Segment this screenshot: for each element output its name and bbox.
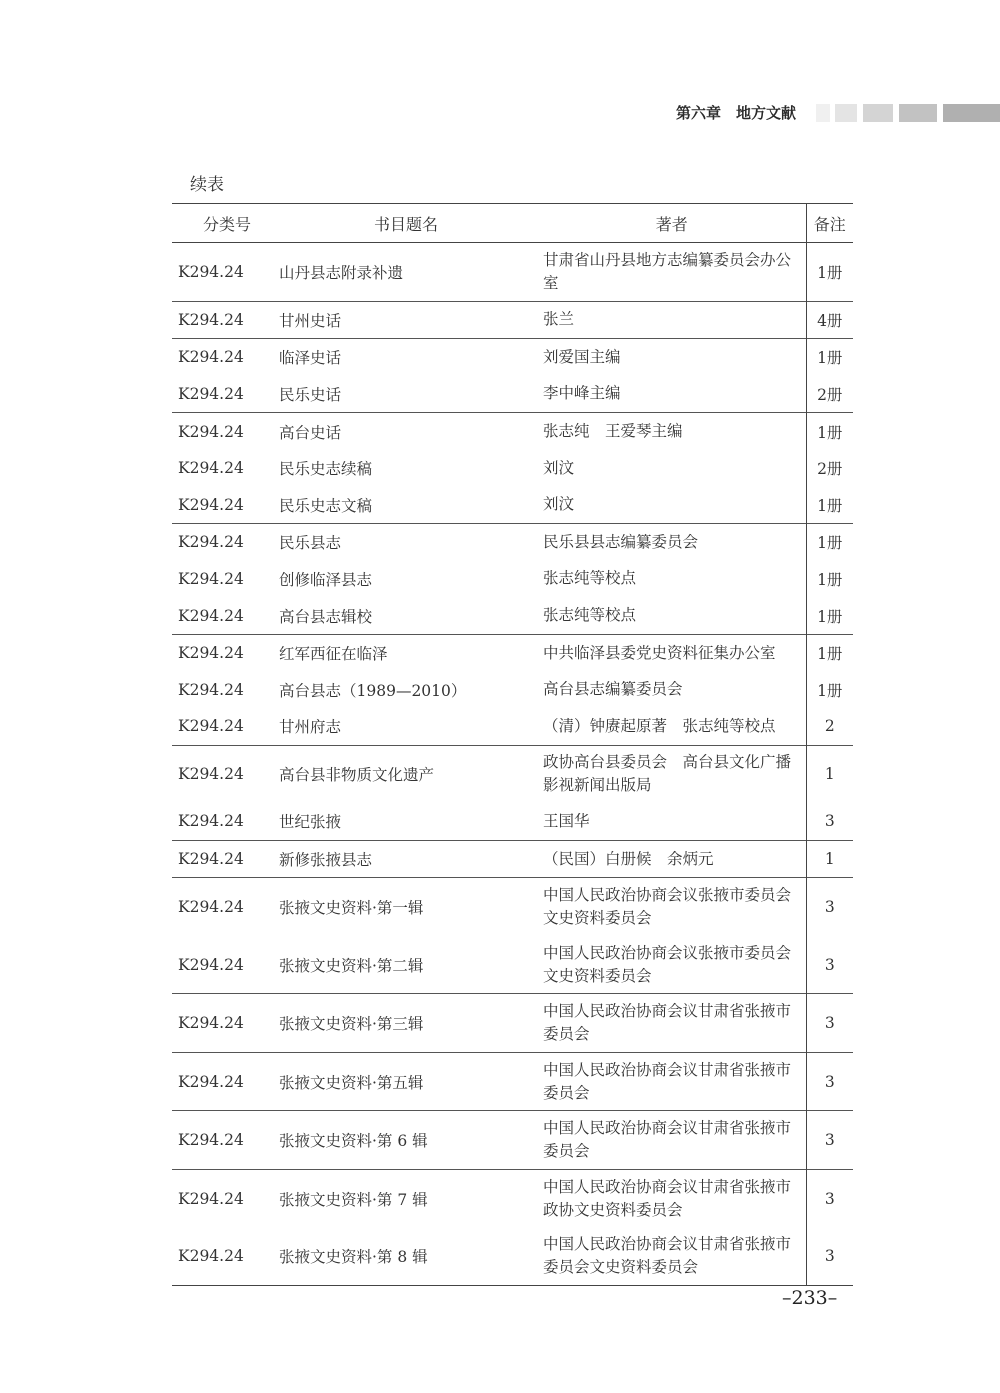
cell-author: 王国华: [543, 811, 590, 830]
cell-author: 张志纯等校点: [543, 606, 637, 625]
cell-title: 民乐县志: [274, 524, 538, 561]
cell-code: K294.24: [178, 812, 244, 831]
cell-note: 4册: [806, 301, 853, 339]
cell-title: 红军西征在临泽: [274, 634, 538, 671]
cell-note: 3: [806, 1052, 853, 1111]
table-row: [172, 936, 853, 994]
cell-title: 张掖文史资料·第 7 辑: [274, 1169, 538, 1227]
cell-title: 高台县志辑校: [279, 607, 373, 626]
cell-author: 中国人民政治协商会议甘肃省张掖市政协文史资料委员会: [538, 1169, 806, 1227]
cell-title: 张掖文史资料·第 6 辑: [274, 1111, 538, 1170]
table-row: [172, 301, 853, 339]
column-header-code: 分类号: [172, 204, 274, 243]
header-bar-5: [943, 104, 1000, 122]
table-row: [172, 745, 853, 803]
table-row: [172, 524, 853, 561]
cell-title: 民乐史志文稿: [279, 496, 373, 515]
table-row: [172, 708, 853, 745]
cell-author: 刘汶: [543, 495, 575, 514]
cell-author: 高台县志编纂委员会: [543, 680, 683, 699]
cell-title: 甘州府志: [279, 718, 342, 737]
cell-author: 甘肃省山丹县地方志编纂委员会办公室: [543, 250, 792, 292]
table-row: [172, 450, 853, 487]
table-body: [172, 243, 853, 1286]
table-row: [172, 1052, 853, 1111]
cell-note: 1: [806, 745, 853, 803]
cell-note: 3: [806, 936, 853, 994]
column-header-author: 著者: [538, 204, 806, 243]
cell-code: K294.24: [178, 459, 244, 478]
table-row: [172, 1227, 853, 1285]
cell-code: K294.24: [178, 955, 244, 974]
cell-title: 高台史话: [274, 413, 538, 450]
bibliography-table: [172, 203, 853, 1286]
cell-code: K294.24: [172, 994, 274, 1053]
cell-author: 中国人民政治协商会议甘肃省张掖市委员会文史资料委员会: [538, 1227, 806, 1285]
page-number: –233–: [782, 1287, 838, 1309]
cell-title: 世纪张掖: [279, 813, 342, 832]
cell-author: 中国人民政治协商会议张掖市委员会文史资料委员会: [543, 943, 792, 985]
table-row: [172, 413, 853, 450]
cell-author: 民乐县县志编纂委员会: [538, 524, 806, 561]
table-row: [172, 376, 853, 413]
cell-code: K294.24: [172, 1169, 274, 1227]
cell-author: 中国人民政治协商会议甘肃省张掖市委员会: [538, 1052, 806, 1111]
cell-code: K294.24: [172, 524, 274, 561]
cell-author: 刘汶: [543, 458, 575, 477]
cell-note: 1册: [806, 339, 853, 376]
cell-note: 2册: [806, 450, 853, 487]
cell-note: 2: [806, 708, 853, 745]
cell-note: 3: [806, 878, 853, 936]
table-header-row: [172, 204, 853, 243]
cell-code: K294.24: [172, 840, 274, 878]
header-bar-2: [835, 104, 857, 122]
cell-author: （民国）白册候 余炳元: [538, 840, 806, 878]
table-row: [172, 339, 853, 376]
cell-title: 张掖文史资料·第 8 辑: [274, 1227, 538, 1285]
cell-title: 临泽史话: [274, 339, 538, 376]
cell-code: K294.24: [178, 569, 244, 588]
cell-title: 高台县志（1989—2010）: [279, 681, 467, 700]
cell-code: K294.24: [172, 301, 274, 339]
table-row: [172, 994, 853, 1053]
cell-code: K294.24: [172, 878, 274, 936]
cell-code: K294.24: [178, 680, 244, 699]
table-row: [172, 671, 853, 708]
cell-note: 3: [806, 1169, 853, 1227]
cell-note: 1: [806, 840, 853, 878]
cell-note: 1册: [806, 413, 853, 450]
cell-note: 1册: [806, 243, 853, 302]
table-row: [172, 1111, 853, 1170]
table-row: [172, 597, 853, 634]
cell-title: 民乐史话: [279, 385, 342, 404]
table-row: [172, 561, 853, 598]
column-header-note: 备注: [806, 204, 853, 243]
header-bar-4: [899, 104, 937, 122]
cell-note: 2册: [806, 376, 853, 413]
cell-note: 3: [806, 803, 853, 840]
cell-author: 张志纯 王爱琴主编: [538, 413, 806, 450]
cell-code: K294.24: [172, 339, 274, 376]
cell-code: K294.24: [178, 384, 244, 403]
cell-author: 中国人民政治协商会议张掖市委员会文史资料委员会: [538, 878, 806, 936]
cell-title: 山丹县志附录补遗: [279, 263, 404, 282]
cell-author: 中共临泽县委党史资料征集办公室: [538, 634, 806, 671]
cell-title: 高台县非物质文化遗产: [274, 745, 538, 803]
cell-code: K294.24: [172, 413, 274, 450]
cell-note: 3: [806, 1227, 853, 1285]
cell-author: 张志纯等校点: [543, 569, 637, 588]
cell-note: 3: [806, 1111, 853, 1170]
cell-code: K294.24: [172, 1111, 274, 1170]
table-row: [172, 634, 853, 671]
table-row: [172, 840, 853, 878]
cell-note: 1册: [806, 597, 853, 634]
cell-title: 张掖文史资料·第五辑: [274, 1052, 538, 1111]
cell-code: K294.24: [178, 717, 244, 736]
cell-title: 新修张掖县志: [274, 840, 538, 878]
chapter-header: 第六章 地方文献: [676, 104, 797, 122]
cell-title: 张掖文史资料·第二辑: [279, 956, 424, 975]
cell-note: 1册: [806, 561, 853, 598]
cell-author: （清）钟赓起原著 张志纯等校点: [543, 716, 776, 735]
header-bar-1: [816, 104, 830, 122]
cell-code: K294.24: [178, 495, 244, 514]
cell-code: K294.24: [172, 745, 274, 803]
cell-note: 1册: [806, 524, 853, 561]
table-row: [172, 243, 853, 302]
cell-note: 1册: [806, 486, 853, 523]
header-bar-3: [863, 104, 893, 122]
cell-title: 民乐史志续稿: [279, 460, 373, 479]
cell-author: 中国人民政治协商会议甘肃省张掖市委员会: [538, 1111, 806, 1170]
cell-code: K294.24: [172, 1227, 274, 1285]
cell-code: K294.24: [178, 606, 244, 625]
cell-title: 张掖文史资料·第一辑: [274, 878, 538, 936]
cell-code: K294.24: [172, 1052, 274, 1111]
cell-code: K294.24: [178, 262, 244, 281]
cell-note: 1册: [806, 671, 853, 708]
cell-author: 刘爱国主编: [538, 339, 806, 376]
cell-title: 甘州史话: [274, 301, 538, 339]
cell-note: 1册: [806, 634, 853, 671]
cell-author: 中国人民政治协商会议甘肃省张掖市委员会: [538, 994, 806, 1053]
table-row: [172, 803, 853, 840]
table-row: [172, 878, 853, 936]
continued-table-label: 续表: [190, 175, 224, 195]
column-header-title: 书目题名: [274, 204, 538, 243]
cell-code: K294.24: [172, 634, 274, 671]
cell-note: 3: [806, 994, 853, 1053]
table-row: [172, 1169, 853, 1227]
cell-author: 政协高台县委员会 高台县文化广播影视新闻出版局: [538, 745, 806, 803]
cell-author: 张兰: [538, 301, 806, 339]
cell-title: 创修临泽县志: [279, 570, 373, 589]
table-row: [172, 486, 853, 523]
cell-author: 李中峰主编: [543, 384, 621, 403]
cell-title: 张掖文史资料·第三辑: [274, 994, 538, 1053]
